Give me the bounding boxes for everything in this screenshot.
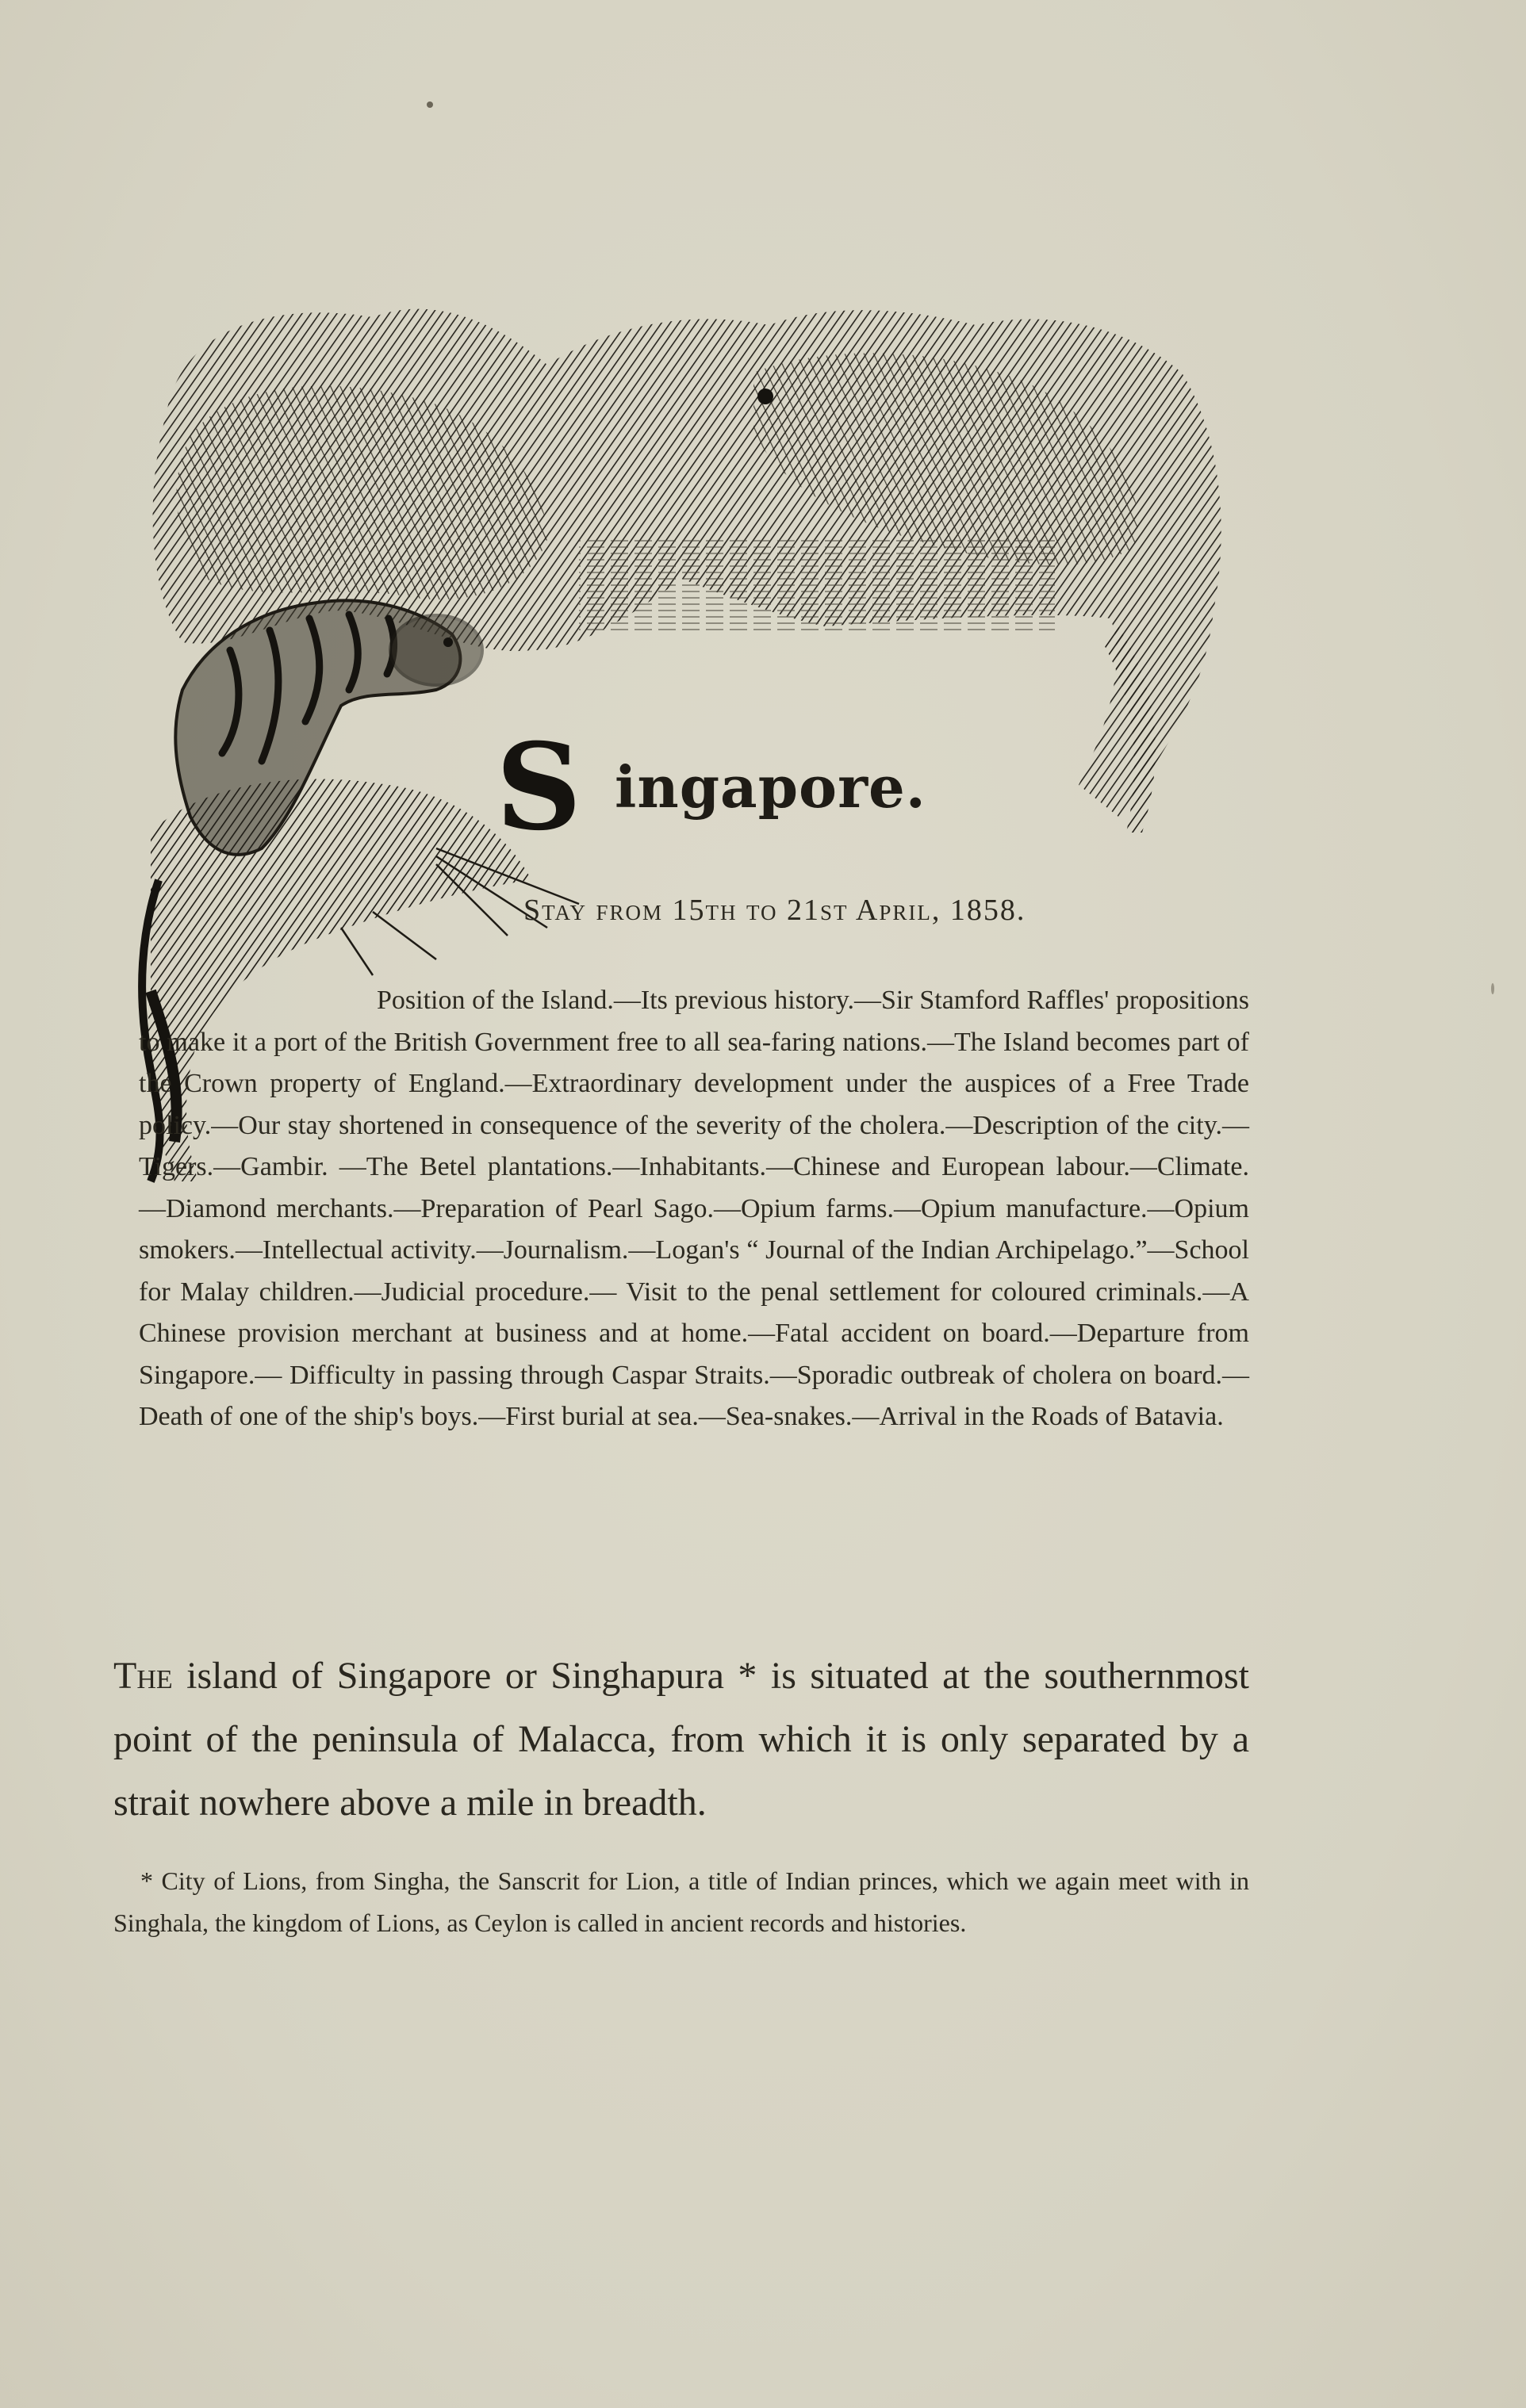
paper-speck: [427, 101, 433, 108]
paper-speck: [1491, 983, 1494, 994]
chapter-title: ingapore.: [615, 753, 926, 821]
body-text: island of Singapore or Singhapura * is situated at the southernmost point of the peninsula of Malacca, from which it is only separated by a strait nowhere above a mile in breadth.: [113, 1655, 1249, 1824]
stay-dates: Stay from 15th to 21st April, 1858.: [523, 894, 1026, 927]
chapter-synopsis: [139, 980, 1249, 1438]
synopsis-text: Position of the Island.—Its previous history.—Sir Stamford Raffles' propositions to make it a port of the British Government free to all sea-faring nations.—The Island becomes part of the Crown property of England.—Extraordinary development under the auspices of a Free Trade policy.—Our stay shortened in consequence of the severity of the cholera.—Description of the city.—Tigers.—Gambir. —The Betel plantations.—Inhabitants.—Chinese and European labour.—Climate. —Diamond merchants.—Preparation of Pearl Sago.—Opium farms.—Opium manufacture.—Opium smokers.—Intellectual activity.—Journalism.—Logan's “ Journal of the Indian Archipelago.”—School for Malay children.—Judicial procedure.— Visit to the penal settlement for coloured criminals.—A Chinese provision merchant at business and at home.—Fatal accident on board.—Departure from Singapore.— Difficulty in passing through Caspar Straits.—Sporadic outbreak of cholera on board.—Death of one of the ship's boys.—First burial at sea.—Sea-snakes.—Arrival in the Roads of Batavia.: [139, 986, 1249, 1431]
footnote-text: * City of Lions, from Singha, the Sanscrit for Lion, a title of Indian princes, which we again meet with in Singhala, the kingdom of Lions, as Ceylon is called in ancient records and histories.: [113, 1866, 1249, 1937]
body-lead-word: The: [113, 1655, 173, 1697]
footnote: [113, 1860, 1249, 1944]
title-initial: S: [496, 718, 582, 857]
body-paragraph: [113, 1644, 1249, 1835]
